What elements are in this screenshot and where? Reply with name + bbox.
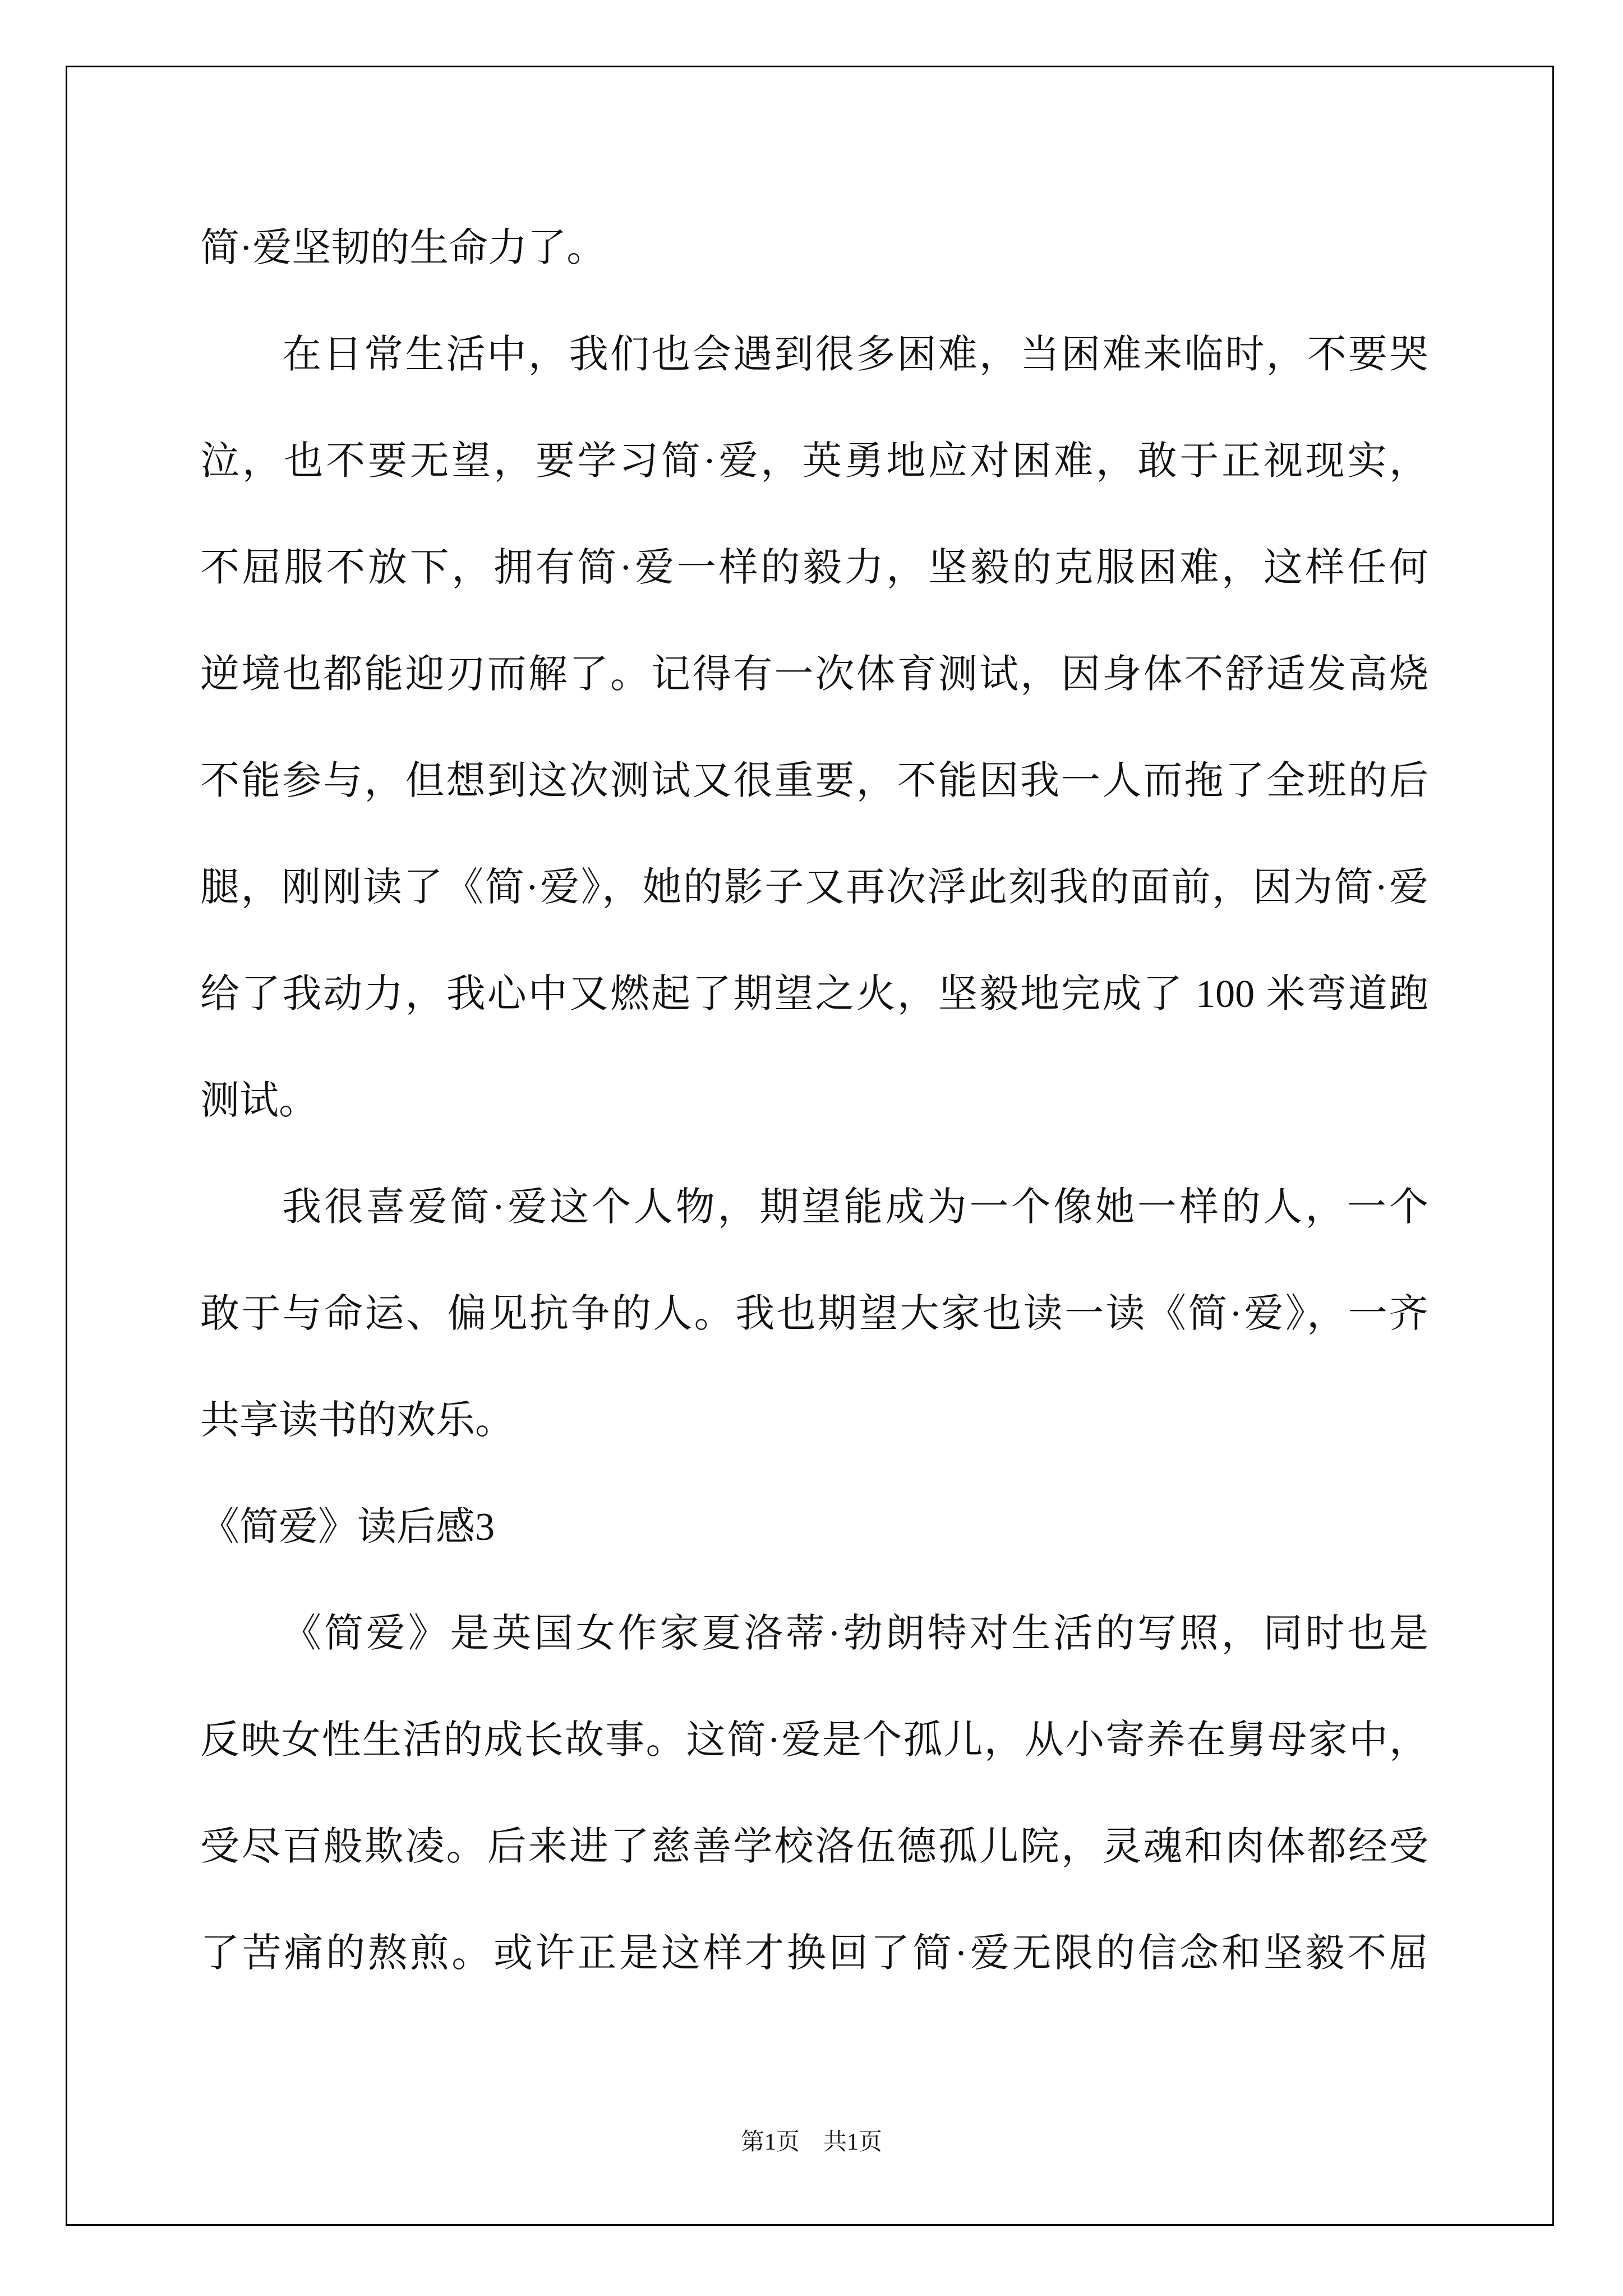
text-line: 反映女性生活的成长故事。这简·爱是个孤儿，从小寄养在舅母家中， — [200, 1719, 1428, 1762]
text-line: 不屈服不放下，拥有简·爱一样的毅力，坚毅的克服困难，这样任何 — [200, 546, 1428, 590]
text-line: 我很喜爱简·爱这个人物，期望能成为一个像她一样的人，一个 — [282, 1186, 1428, 1229]
page-indicator: 第1页 共1页 — [740, 2129, 882, 2155]
text-line: 逆境也都能迎刃而解了。记得有一次体育测试，因身体不舒适发高烧 — [200, 653, 1428, 696]
text-line: 敢于与命运、偏见抗争的人。我也期望大家也读一读《简·爱》，一齐 — [200, 1292, 1428, 1336]
text-line: 测试。 — [200, 1079, 318, 1122]
text-line: 在日常生活中，我们也会遇到很多困难，当困难来临时，不要哭 — [282, 333, 1428, 376]
document-body — [200, 195, 1428, 2007]
text-line: 简·爱坚韧的生命力了。 — [200, 227, 606, 270]
page-footer — [0, 2127, 1623, 2157]
text-line: 腿，刚刚读了《简·爱》，她的影子又再次浮此刻我的面前，因为简·爱 — [200, 866, 1428, 909]
text-line: 了苦痛的熬煎。或许正是这样才换回了简·爱无限的信念和坚毅不屈 — [200, 1932, 1428, 1975]
text-line: 不能参与，但想到这次测试又很重要，不能因我一人而拖了全班的后 — [200, 760, 1428, 803]
text-line: 给了我动力，我心中又燃起了期望之火，坚毅地完成了 100 米弯道跑 — [200, 973, 1428, 1016]
text-line: 共享读书的欢乐。 — [200, 1399, 514, 1442]
text-line: 受尽百般欺凌。后来进了慈善学校洛伍德孤儿院，灵魂和肉体都经受 — [200, 1825, 1428, 1869]
text-line: 《简爱》是英国女作家夏洛蒂·勃朗特对生活的写照，同时也是 — [282, 1612, 1428, 1655]
text-line: 泣，也不要无望，要学习简·爱，英勇地应对困难，敢于正视现实， — [200, 440, 1428, 483]
section-heading: 《简爱》读后感3 — [200, 1506, 495, 1549]
